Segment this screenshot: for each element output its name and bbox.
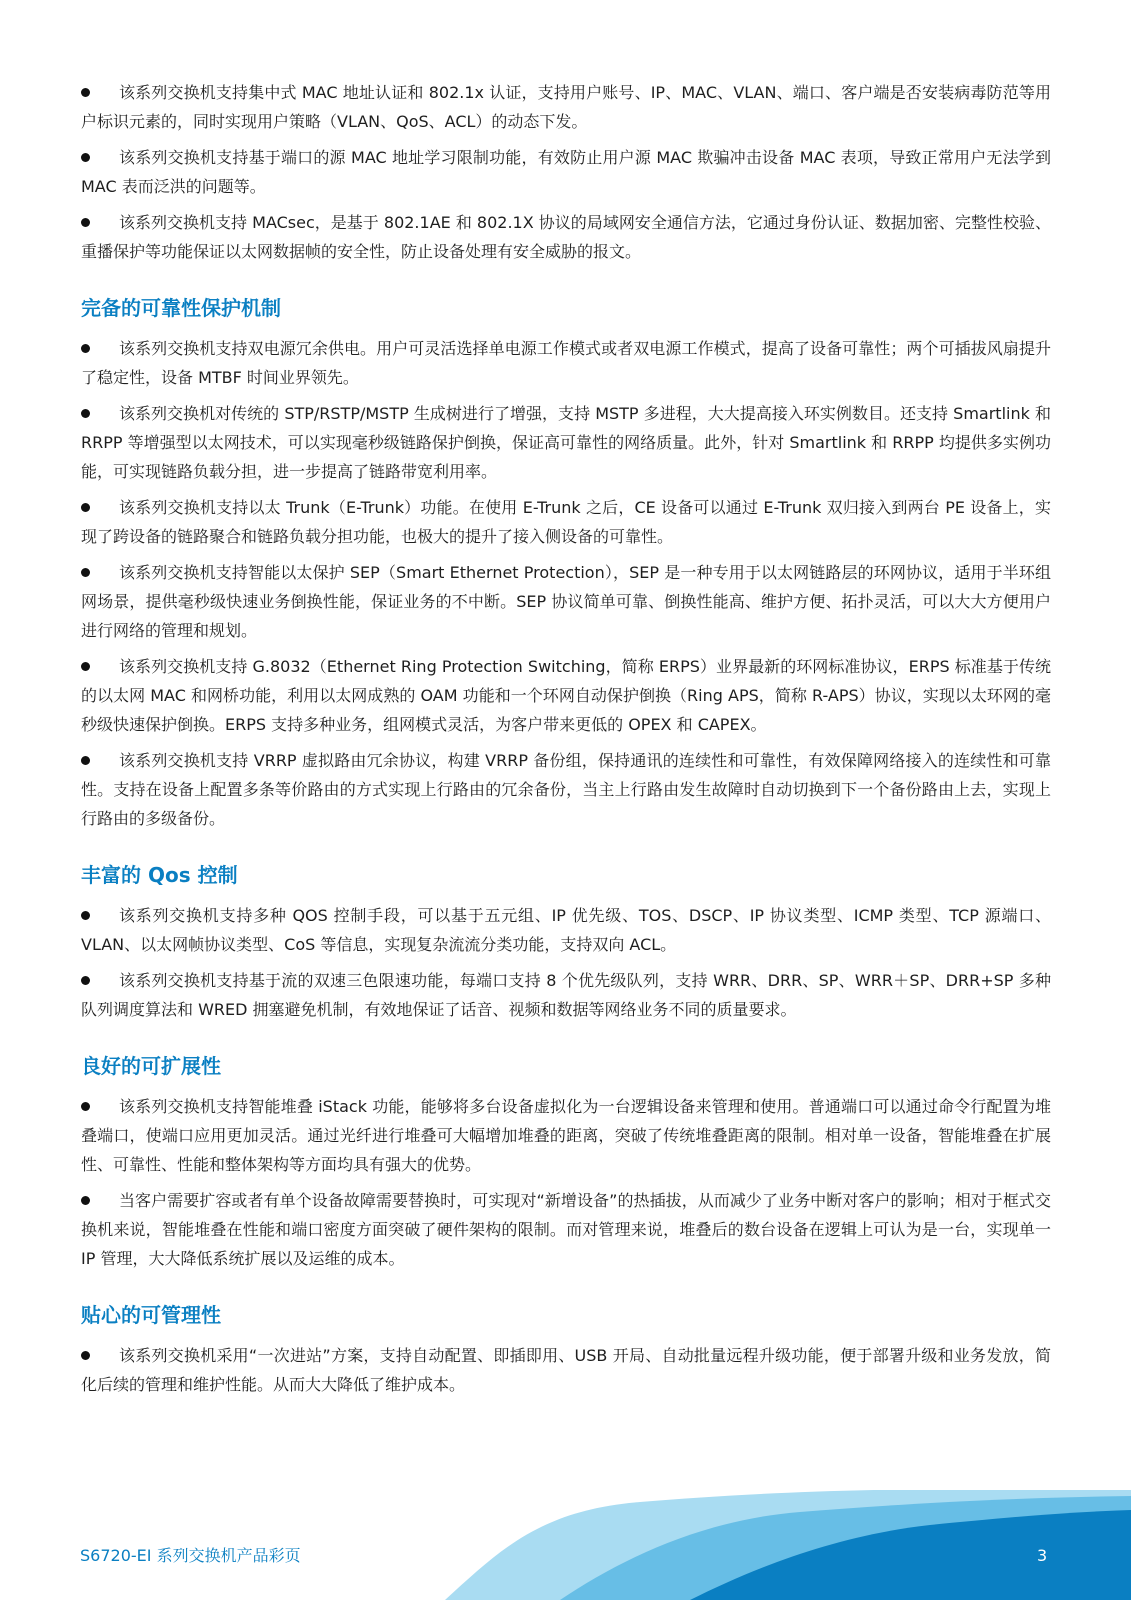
bullet-item: 该系列交换机支持多种 QOS 控制手段，可以基于五元组、IP 优先级、TOS、DSCP、IP 协议类型、ICMP 类型、TCP 源端口、VLAN、以太网帧协议类型、CoS 等信息，实现复杂流流分类功能，支持双向 ACL。 <box>81 906 1051 954</box>
bullet-dot-icon <box>81 88 90 97</box>
bullet-item: 该系列交换机支持智能以太保护 SEP（Smart Ethernet Protection），SEP 是一种专用于以太网链路层的环网协议，适用于半环组网场景，提供毫秒级快速业务倒换性能，保证业务的不中断。SEP 协议简单可靠、倒换性能高、维护方便、拓扑灵活，可以大大方便用户进行网络的管理和规划。 <box>81 563 1051 640</box>
section-heading: 完备的可靠性保护机制 <box>81 296 281 320</box>
bullet-dot-icon <box>81 568 90 577</box>
bullet-item: 该系列交换机支持以太 Trunk（E-Trunk）功能。在使用 E-Trunk 之后，CE 设备可以通过 E-Trunk 双归接入到两台 PE 设备上，实现了跨设备的链路聚合和链路负载分担功能，也极大的提升了接入侧设备的可靠性。 <box>81 498 1051 546</box>
bullet-dot-icon <box>81 976 90 985</box>
page-number: 3 <box>1037 1546 1048 1565</box>
bullet-item: 当客户需要扩容或者有单个设备故障需要替换时，可实现对“新增设备”的热插拔，从而减少了业务中断对客户的影响；相对于框式交换机来说，智能堆叠在性能和端口密度方面突破了硬件架构的限制。而对管理来说，堆叠后的数台设备在逻辑上可认为是一台，实现单一 IP 管理，大大降低系统扩展以及运维的成本。 <box>81 1191 1051 1268</box>
bullet-item: 该系列交换机支持 VRRP 虚拟路由冗余协议，构建 VRRP 备份组，保持通讯的连续性和可靠性，有效保障网络接入的连续性和可靠性。支持在设备上配置多条等价路由的方式实现上行路由的冗余备份，当主上行路由发生故障时自动切换到下一个备份路由上去，实现上行路由的多级备份。 <box>81 751 1051 828</box>
bullet-item: 该系列交换机支持智能堆叠 iStack 功能，能够将多台设备虚拟化为一台逻辑设备来管理和使用。普通端口可以通过命令行配置为堆叠端口，使端口应用更加灵活。通过光纤进行堆叠可大幅增加堆叠的距离，突破了传统堆叠距离的限制。相对单一设备，智能堆叠在扩展性、可靠性、性能和整体架构等方面均具有强大的优势。 <box>81 1097 1051 1174</box>
section-heading: 丰富的 Qos 控制 <box>81 863 238 887</box>
bullet-item: 该系列交换机支持 MACsec，是基于 802.1AE 和 802.1X 协议的局域网安全通信方法，它通过身份认证、数据加密、完整性校验、重播保护等功能保证以太网数据帧的安全性，防止设备处理有安全威胁的报文。 <box>81 213 1051 261</box>
bullet-dot-icon <box>81 409 90 418</box>
bullet-dot-icon <box>81 1196 90 1205</box>
section-qos <box>81 861 1051 1024</box>
bullet-dot-icon <box>81 1102 90 1111</box>
bullet-item: 该系列交换机支持集中式 MAC 地址认证和 802.1x 认证，支持用户账号、IP、MAC、VLAN、端口、客户端是否安装病毒防范等用户标识元素的，同时实现用户策略（VLAN、QoS、ACL）的动态下发。 <box>81 83 1051 131</box>
section-heading: 良好的可扩展性 <box>81 1054 221 1078</box>
section-scalability <box>81 1052 1051 1273</box>
bullet-dot-icon <box>81 756 90 765</box>
bullet-item: 该系列交换机支持基于流的双速三色限速功能，每端口支持 8 个优先级队列，支持 WRR、DRR、SP、WRR＋SP、DRR+SP 多种队列调度算法和 WRED 拥塞避免机制，有效地保证了话音、视频和数据等网络业务不同的质量要求。 <box>81 971 1051 1019</box>
bullet-dot-icon <box>81 662 90 671</box>
bullet-dot-icon <box>81 503 90 512</box>
document-body <box>81 78 1051 1406</box>
bullet-dot-icon <box>81 344 90 353</box>
section-manageability <box>81 1301 1051 1399</box>
footer-product-title: S6720-EI 系列交换机产品彩页 <box>80 1546 301 1565</box>
section-heading: 贴心的可管理性 <box>81 1303 221 1327</box>
bullet-item: 该系列交换机支持基于端口的源 MAC 地址学习限制功能，有效防止用户源 MAC 欺骗冲击设备 MAC 表项，导致正常用户无法学到 MAC 表而泛洪的问题等。 <box>81 148 1051 196</box>
bullet-item: 该系列交换机支持双电源冗余供电。用户可灵活选择单电源工作模式或者双电源工作模式，提高了设备可靠性；两个可插拔风扇提升了稳定性，设备 MTBF 时间业界领先。 <box>81 339 1051 387</box>
section-security-continued <box>81 78 1051 266</box>
bullet-item: 该系列交换机采用“一次进站”方案，支持自动配置、即插即用、USB 开局、自动批量远程升级功能，便于部署升级和业务发放，简化后续的管理和维护性能。从而大大降低了维护成本。 <box>81 1346 1051 1394</box>
bullet-dot-icon <box>81 218 90 227</box>
bullet-dot-icon <box>81 153 90 162</box>
bullet-dot-icon <box>81 1351 90 1360</box>
bullet-dot-icon <box>81 911 90 920</box>
bullet-item: 该系列交换机支持 G.8032（Ethernet Ring Protection Switching，简称 ERPS）业界最新的环网标准协议，ERPS 标准基于传统的以太网 MAC 和网桥功能，利用以太网成熟的 OAM 功能和一个环网自动保护倒换（Ring APS，简称 R-APS）协议，实现以太环网的毫秒级快速保护倒换。ERPS 支持多种业务，组网模式灵活，为客户带来更低的 OPEX 和 CAPEX。 <box>81 657 1051 734</box>
section-reliability <box>81 294 1051 833</box>
bullet-item: 该系列交换机对传统的 STP/RSTP/MSTP 生成树进行了增强，支持 MSTP 多进程，大大提高接入环实例数目。还支持 Smartlink 和 RRPP 等增强型以太网技术，可以实现毫秒级链路保护倒换，保证高可靠性的网络质量。此外，针对 Smartlink 和 RRPP 均提供多实例功能，可实现链路负载分担，进一步提高了链路带宽利用率。 <box>81 404 1051 481</box>
